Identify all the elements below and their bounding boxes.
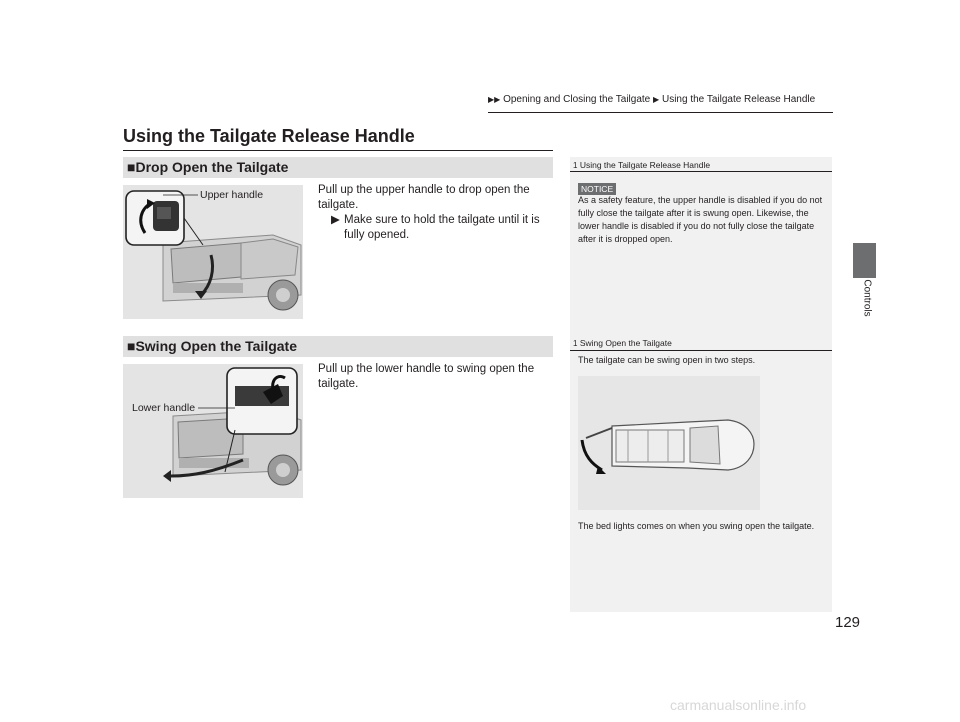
breadcrumb-divider [488, 112, 833, 113]
swing-tailgate-illustration [123, 364, 303, 498]
page-number: 129 [835, 614, 861, 631]
drop-tailgate-illustration [123, 185, 303, 319]
swing-instruction: Pull up the lower handle to swing open the tailgate. [318, 363, 535, 390]
note-release-title-text: Using the Tailgate Release Handle [579, 160, 711, 170]
callout-lower-handle: Lower handle [132, 402, 196, 414]
page-title: Using the Tailgate Release Handle [123, 126, 415, 146]
section-heading-drop-text: ■Drop Open the Tailgate [127, 159, 289, 175]
watermark: carmanualsonline.info [670, 697, 807, 713]
reference-icon: 1 [573, 161, 578, 170]
note-release-text: As a safety feature, the upper handle is disabled if you do not fully close the tailgate after it is swung open. Likewise, the lower handle is disabled if you do not fully close the tailgate after it is dropped open. [578, 195, 823, 244]
section-heading-drop [123, 157, 553, 178]
breadcrumb-parent[interactable]: Opening and Closing the Tailgate [503, 94, 651, 105]
drop-sub-instruction: Make sure to hold the tailgate until it is fully opened. [344, 214, 540, 241]
section-heading-swing [123, 336, 553, 357]
chevron-right-icon: ▶ [653, 95, 660, 104]
section-heading-swing-text: ■Swing Open the Tailgate [127, 338, 297, 354]
title-divider [123, 150, 553, 151]
breadcrumb-current[interactable]: Using the Tailgate Release Handle [661, 94, 816, 105]
section-tab-label: Controls [861, 279, 873, 317]
notice-badge: NOTICE [578, 179, 616, 197]
top-view-illustration [578, 376, 760, 510]
reference-icon: 1 [573, 339, 578, 348]
note-swing-text-1: The tailgate can be swing open in two steps. [578, 355, 756, 365]
note-release-title [573, 160, 710, 170]
drop-instruction: Pull up the upper handle to drop open the tailgate. [318, 184, 530, 211]
chevron-right-icon: ▶▶ [488, 95, 501, 104]
arrow-bullet-icon: ▶ [331, 214, 340, 226]
callout-upper-handle: Upper handle [200, 189, 264, 201]
note-swing-text-2: The bed lights comes on when you swing open the tailgate. [578, 521, 815, 531]
note-swing-title-text: Swing Open the Tailgate [579, 338, 672, 348]
note-release-divider [570, 171, 832, 172]
note-swing-title [573, 338, 672, 348]
breadcrumb [488, 94, 815, 105]
note-swing-divider [570, 350, 832, 351]
